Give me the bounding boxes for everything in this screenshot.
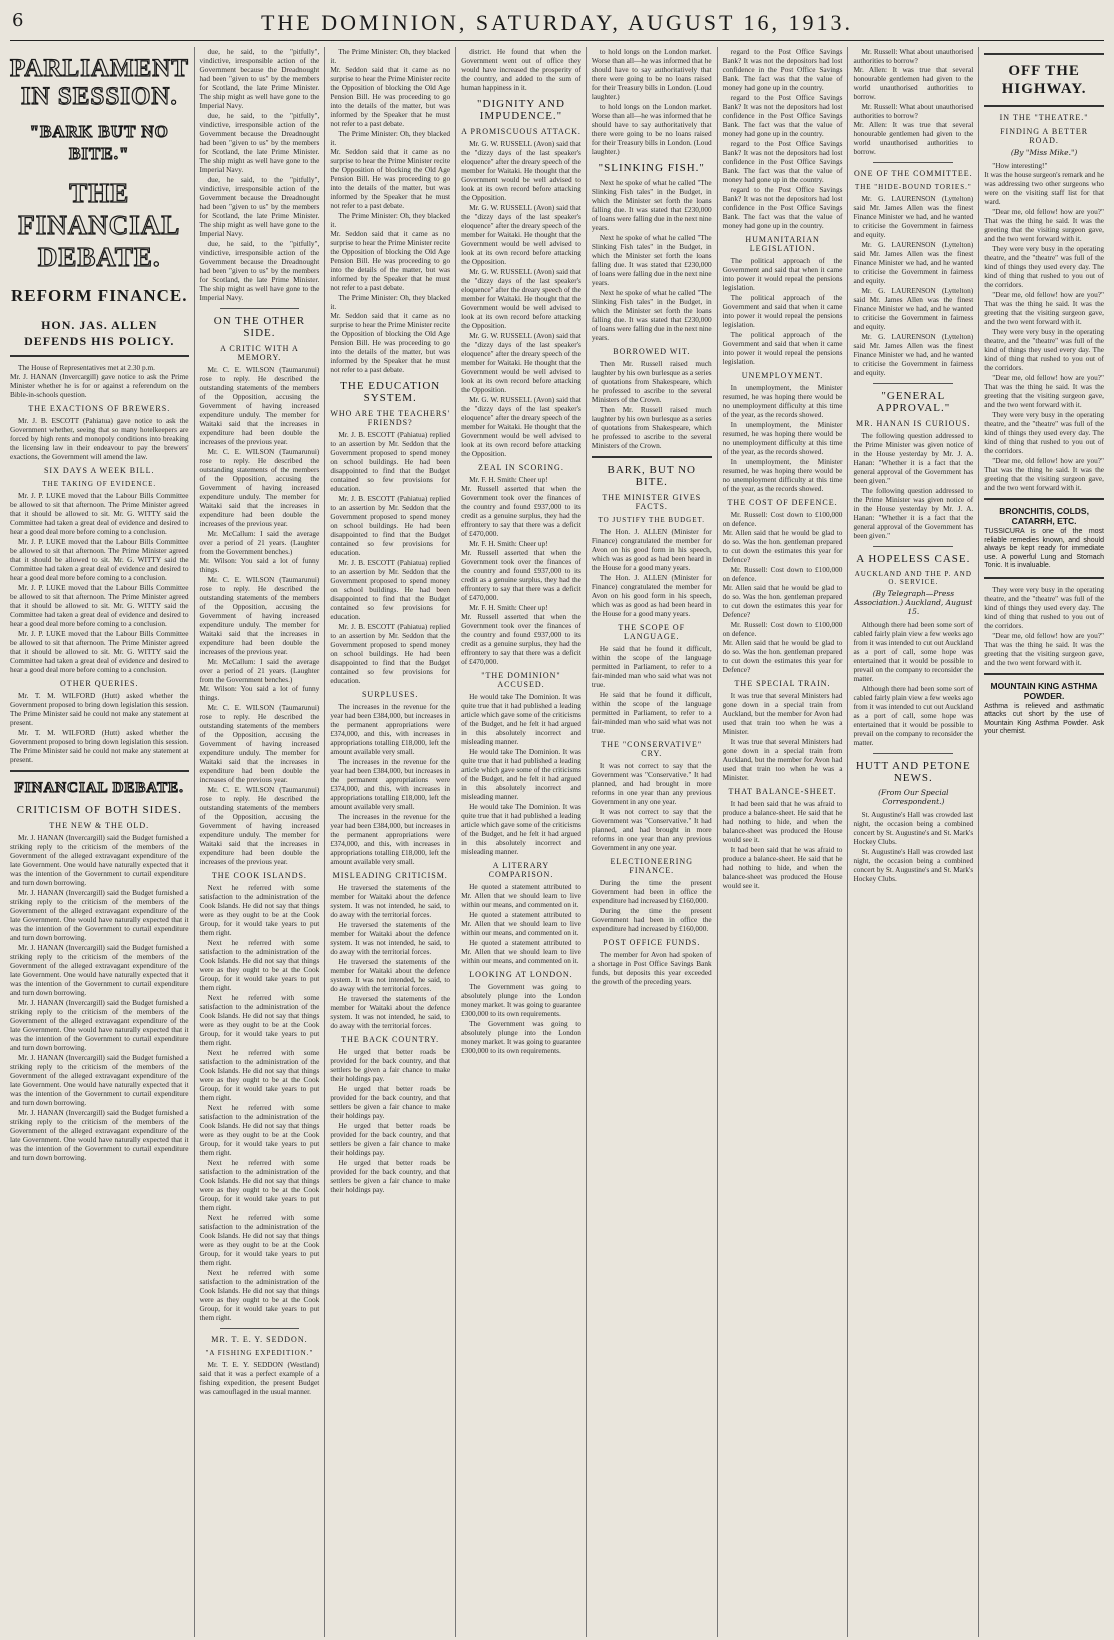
columns [10,47,1104,1637]
col4-section1: "DIGNITY AND IMPUDENCE." [477,98,565,122]
col8-text-b4: "Dear me, old fellow! how are you?" That was the thing he said. It was the greeting that the visiting surgeon gave, and the two went forward with it. [984,456,1104,492]
col2-text-d5: Next he referred with some satisfaction to the administration of the Cook Islands. He did not say that things were as they ought to be at the Cook Group, for it would take years to put them right. [199,1103,320,1157]
col7-text-c2: The following question addressed to the Prime Minister was given notice of in the House yesterday by Mr. J. A. Hanan: "Whether it is a fact that the general approval of the Government has been given." [853,486,974,540]
col6-section2: UNEMPLOYMENT. [741,371,824,380]
col1-section4-text-c: Mr. J. HANAN (Invercargill) said the Budget furnished a striking reply to the criticism of the members of the Government of the alleged extravagant expenditure of the late Government. One would have naturally expected that it was the intention of the Government to curtail expenditure and turn down borrowing. [10,943,189,997]
col3-text-c2: The increases in the revenue for the year had been £384,000, but increases in the permanent appropriations were £374,000, and this, with increases in appropriations totalling £18,000, left the amount available very small. [330,757,451,811]
col6-text-f2: It had been said that he was afraid to produce a balance-sheet. He said that he had nothing to hide, and when the balance-sheet was produced the House would see it. [722,845,843,890]
col3-text-b: Mr. J. B. ESCOTT (Pahiatua) replied to an assertion by Mr. Seddon that the Government proposed to spend money on school buildings. He had been disappointed to find that the Budget contained so few provisions for education. [330,430,451,493]
col6-text-c2: In unemployment, the Minister resumed, he was hoping there would be no unemployment difficulty at this time of the year, as the records showed. [722,420,843,456]
col2-section3: MR. T. E. Y. SEDDON. [211,1335,308,1344]
col5-text-f2: It was not correct to say that the Government was "Conservative." It had planned, and had brought in more reforms in one year than any previous Government in any one year. [591,807,712,852]
col7-text-b: Mr. G. LAURENSON (Lyttelton) said Mr. James Allen was the finest Finance Minister we had, and he wanted to criticise the Government in fairness and equity. [853,194,974,239]
col7-text-c: The following question addressed to the Prime Minister was given notice of in the House yesterday by Mr. J. A. Hanan: "Whether it is a fact that the general approval of the Government has been given." [853,431,974,485]
col6-text-a: regard to the Post Office Savings Bank? It was not the depositors had lost confidence in the Post Office Savings Bank. The fact was that the value of money had gone up in the country. [722,47,843,92]
col8-header-box [984,53,1104,107]
col5-section4: THE SCOPE OF LANGUAGE. [618,623,686,641]
col8-headline: OFF THE HIGHWAY. [1001,63,1087,97]
col3-text-d: He traversed the statements of the member for Waitaki about the defence system. It was not intended, he said, to do away with the territorial forces. [330,883,451,919]
col3-text-e: He urged that better roads be provided for the back country, and that settlers be given a fair chance to make their holdings pay. [330,1047,451,1083]
col8-text-b2: "Dear me, old fellow! how are you?" That was the thing he said. It was the greeting that the visiting surgeon gave, and the two went forward with it. [984,290,1104,326]
col4-section3: "THE DOMINION" ACCUSED. [481,671,561,689]
col2-text-a3: due, he said, to the "pitfully", vindictive, irresponsible action of the Government because the Dreadnought had been "given to us" by the members for Scotland, the late Prime Minister. The ship might as well have gone to the Imperial Navy. [199,175,320,238]
col6-text-c3: In unemployment, the Minister resumed, he was hoping there would be no unemployment difficulty at this time of the year, as the records showed. [722,457,843,493]
col2-text-e: Mr. T. E. Y. SEDDON (Westland) said that it was a perfect example of a fishing expedition, the present Budget was camouflaged in the usual manner. [199,1360,320,1396]
col7-text-a: Mr. Russell: What about unauthorised authorities to borrow? Mr. Allen: It was true that several honourable gentlemen had given to the world unauthorised authorities to borrow. [853,47,974,101]
col1-section2-text-c: Mr. J. P. LUKE moved that the Labour Bills Committee be allowed to sit that afternoon. The Prime Minister agreed that it should be allowed to sit. Mr. G. WITTY said the Committee had taken a great deal of evidence and desired to hear a good deal more before coming to a conclusion. [10,583,189,628]
col4-section4: A LITERARY COMPARISON. [488,861,554,879]
col4-text-e3: He quoted a statement attributed to Mr. Allen that we should learn to live within our means, and commented on it. [461,938,581,965]
col2-text-c2: Mr. McCallum: I said the average over a period of 21 years. (Laughter from the Government benches.) Mr. Wilson: You said a lot of funny things. [199,657,320,702]
col1-section3: OTHER QUERIES. [60,679,139,688]
headline-parliament: PARLIAMENT IN SESSION. [10,55,189,110]
col3-text-c: The increases in the revenue for the year had been £384,000, but increases in the permanent appropriations were £374,000, and this, with increases in appropriations totalling £18,000, left the amount available very small. [330,702,451,756]
col3-section3: MISLEADING CRITICISM. [332,871,448,880]
col3-text-e4: He urged that better roads be provided for the back country, and that settlers be given a fair chance to make their holdings pay. [330,1158,451,1194]
col4-text-a: district. He found that when the Government went out of office they would have increased the prosperity of the country, and added to the sum of human happiness in it. [461,47,581,92]
col5-text-g2: During the time the present Government had been in office the expenditure had increased by £160,000. [591,906,712,933]
col1-section3-text-b: Mr. T. M. WILFORD (Hutt) asked whether the Government proposed to bring down legislation this session. The Prime Minister said he could not make any statement at present. [10,728,189,764]
col8-ad2-head: MOUNTAIN KING ASTHMA POWDER. [990,680,1098,701]
col4-section2: ZEAL IN SCORING. [478,463,564,472]
col7-text-b2: Mr. G. LAURENSON (Lyttelton) said Mr. James Allen was the finest Finance Minister we had, and he wanted to criticise the Government in fairness and equity. [853,240,974,285]
col8-ad1-head: BRONCHITIS, COLDS, CATARRH, ETC. [999,506,1089,526]
col4-text-d: He would take The Dominion. It was quite true that it had published a leading article which gave some of the criticisms of the Budget, and he felt it had argued in this absolutely incorrect and misleading manner. [461,692,581,746]
col1-section4-text: Mr. J. HANAN (Invercargill) said the Budget furnished a striking reply to the criticism of the members of the Government of the alleged extravagant expenditure of the late Government. One would have naturally expected that it was the intention of the Government to curtail expenditure and turn down borrowing. [10,833,189,887]
col6-text-f: It had been said that he was afraid to produce a balance-sheet. He said that he had nothing to hide, and when the balance-sheet was produced the House would see it. [722,799,843,844]
col5-section6: ELECTIONEERING FINANCE. [610,857,693,875]
col7-text-d2: Although there had been some sort of cabled fairly plain view a few weeks ago from it was intended to cut out Auckland as a port of call, some hope was entertained that it would be possible to prevail on the company to reconsider the matter. [853,684,974,747]
col6-section1: HUMANITARIAN LEGISLATION. [745,235,820,253]
col5-text-f: It was not correct to say that the Government was "Conservative." It had planned, and had brought in more reforms in one year than any previous Government in any one year. [591,761,712,806]
col7-section3-byline: (By Telegraph—Press Association.) Auckland, August 15. [854,589,973,616]
col5-text-b2: Next he spoke of what he called "The Slinking Fish tales" in the Budget, in which the Minister set forth the loans falling due. It was stated that £230,000 of loans were falling due in the next nine years. [591,233,712,287]
col3-text-d4: He traversed the statements of the member for Waitaki about the defence system. It was not intended, he said, to do away with the territorial forces. [330,994,451,1030]
col3-section4: THE BACK COUNTRY. [341,1035,440,1044]
col4-text-c: Mr. F. H. Smith: Cheer up! Mr. Russell asserted that when the Government took over the finances of the country and found £937,000 to its credit as a genuine surplus, they had the effrontery to say that there was a deficit of £470,000. [461,475,581,538]
col1-section2: SIX DAYS A WEEK BILL. [43,466,155,475]
col8-text-b5: "Dear me, old fellow! how are you?" That was the thing he said. It was the greeting that the visiting surgeon gave, and the two went forward with it. [984,630,1104,667]
col1-section4-text-b: Mr. J. HANAN (Invercargill) said the Budget furnished a striking reply to the criticism of the members of the Government of the alleged extravagant expenditure of the late Government. One would have naturally expected that it was the intention of the Government to curtail expenditure and turn down borrowing. [10,888,189,942]
col2-section2: THE COOK ISLANDS. [211,871,307,880]
col7-text-b3: Mr. G. LAURENSON (Lyttelton) said Mr. James Allen was the finest Finance Minister we had, and he wanted to criticise the Government in fairness and equity. [853,286,974,331]
col4-text-e2: He quoted a statement attributed to Mr. Allen that we should learn to live within our means, and commented on it. [461,910,581,937]
col4-text-d3: He would take The Dominion. It was quite true that it had published a leading article which gave some of the criticisms of the Budget, and he felt it had argued in this absolutely incorrect and misleading manner. [461,802,581,856]
col2-text-d: Next he referred with some satisfaction to the administration of the Cook Islands. He did not say that things were as they ought to be at the Cook Group, for it would take years to put them right. [199,883,320,937]
col7-text-e2: St. Augustine's Hall was crowded last night, the occasion being a combined concert by St. Augustine's and St. Mark's Hockey Clubs. [853,847,974,883]
col3-text-e3: He urged that better roads be provided for the back country, and that settlers be given a fair chance to make their holdings pay. [330,1121,451,1157]
headline-reform-finance: REFORM FINANCE. [11,286,188,305]
col1-section1-text: Mr. J. B. ESCOTT (Pahiatua) gave notice to ask the Government whether, seeing that so many hotelkeepers are forced by high rents and monopoly conditions into breaking the licensing law in their endeavour to pay the brewers' exactions, the Government will amend the law. [10,416,189,461]
col2-text-b4: Mr. C. E. WILSON (Taumarunui) rose to reply. He described the outstanding statements of the members of the Opposition, accusing the Government of having increased expenditure unduly. The member for Waitaki said that the increases in expenditure had been double the increases of the previous year. [199,703,320,784]
col6-text-e: It was true that several Ministers had gone down in a special train from Auckland, but the member for Avon had used that train too when he was a Minister. [722,691,843,736]
col7-section4-byline: (From Our Special Correspondent.) [878,788,949,806]
col1-section2-text-b: Mr. J. P. LUKE moved that the Labour Bills Committee be allowed to sit that afternoon. The Prime Minister agreed that it should be allowed to sit. Mr. G. WITTY said the Committee had taken a great deal of evidence and desired to hear a good deal more before coming to a conclusion. [10,537,189,582]
col4-text-b5: Mr. G. W. RUSSELL (Avon) said that the "dizzy days of the last speaker's eloquence" after the dreary speech of the member for Waitaki. He thought that the Government would be well advised to look at its own record before attacking the Opposition. [461,395,581,458]
col3-text-b2: Mr. J. B. ESCOTT (Pahiatua) replied to an assertion by Mr. Seddon that the Government proposed to spend money on school buildings. He had been disappointed to find that the Budget contained so few provisions for education. [330,494,451,557]
col3-section1: THE EDUCATION SYSTEM. [340,380,441,404]
page-number: 6 [12,10,24,31]
col6-text-a4: regard to the Post Office Savings Bank? It was not the depositors had lost confidence in the Post Office Savings Bank. The fact was that the value of money had gone up in the country. [722,185,843,230]
col3-section1-sub: WHO ARE THE TEACHERS' FRIENDS? [330,409,451,427]
col2-text-b3: Mr. C. E. WILSON (Taumarunui) rose to reply. He described the outstanding statements of the members of the Opposition, accusing the Government of having increased expenditure unduly. The member for Waitaki said that the increases in expenditure had been double the increases of the previous year. [199,575,320,656]
col7-section1-sub: THE "HIDE-BOUND TORIES." [854,183,972,191]
col5-text-g: During the time the present Government had been in office the expenditure had increased by £160,000. [591,878,712,905]
col5-text-e2: He said that he found it difficult, within the scope of the language permitted in Parliament, to refer to a fair-minded man who said what was not true. [591,690,712,735]
col6-text-d3: Mr. Russell: Cost down to £100,000 on defence. Mr. Allen said that he would be glad to do so. Was the hon. gentleman prepared to cut down the estimates this year for Defence? [722,620,843,674]
col4-text-b2: Mr. G. W. RUSSELL (Avon) said that the "dizzy days of the last speaker's eloquence" after the dreary speech of the member for Waitaki. He thought that the Government would be well advised to look at its own record before attacking the Opposition. [461,203,581,266]
col1-section2-title: THE TAKING OF EVIDENCE. [42,480,157,488]
col4-text-e: He quoted a statement attributed to Mr. Allen that we should learn to live within our means, and commented on it. [461,882,581,909]
column-7 [847,47,978,1637]
col2-text-d6: Next he referred with some satisfaction to the administration of the Cook Islands. He did not say that things were as they ought to be at the Cook Group, for it would take years to put them right. [199,1158,320,1212]
col3-section2: SURPLUSES. [361,690,419,699]
col3-text-a: The Prime Minister: Oh, they blacked it. Mr. Seddon said that it came as no surprise to hear the Prime Minister recite the Opposition of blocking the Old Age Pension Bill. He was proceeding to go into the details of the matter, but was informed by the Speaker that he must not refer to a past debate. [330,47,451,128]
col5-text-e: He said that he found it difficult, within the scope of the language permitted in Parliament, to refer to a fair-minded man who said what was not true. [591,644,712,689]
column-4 [455,47,586,1637]
newspaper-title: THE DOMINION, SATURDAY, AUGUST 16, 1913. [260,10,854,35]
col7-text-a2: Mr. Russell: What about unauthorised authorities to borrow? Mr. Allen: It was true that several honourable gentlemen had given to the world unauthorised authorities to borrow. [853,102,974,156]
col4-text-b3: Mr. G. W. RUSSELL (Avon) said that the "dizzy days of the last speaker's eloquence" after the dreary speech of the member for Waitaki. He thought that the Government would be well advised to look at its own record before attacking the Opposition. [461,267,581,330]
col6-text-b3: The political approach of the Government and said that when it came into power it would repeal the pensions legislation. [722,330,843,366]
col5-text-b3: Next he spoke of what he called "The Slinking Fish tales" in the Budget, in which the Minister set forth the loans falling due. It was stated that £230,000 of loans were falling due in the next nine years. [591,288,712,342]
col1-section2-text-d: Mr. J. P. LUKE moved that the Labour Bills Committee be allowed to sit that afternoon. The Prime Minister agreed that it should be allowed to sit. Mr. G. WITTY said the Committee had taken a great deal of evidence and desired to hear a good deal more before coming to a conclusion. [10,629,189,674]
col6-text-d2: Mr. Russell: Cost down to £100,000 on defence. Mr. Allen said that he would be glad to do so. Was the hon. gentleman prepared to cut down the estimates this year for Defence? [722,565,843,619]
col2-text-c: Mr. McCallum: I said the average over a period of 21 years. (Laughter from the Government benches.) Mr. Wilson: You said a lot of funny things. [199,529,320,574]
col5-text-b: Next he spoke of what he called "The Slinking Fish tales" in the Budget, in which the Minister set forth the loans falling due. It was stated that £230,000 of loans were falling due in the next nine years. [591,178,712,232]
column-2 [194,47,325,1637]
col5-section3-sub2: TO JUSTIFY THE BUDGET. [598,516,706,524]
col7-section1: ONE OF THE COMMITTEE. [854,169,973,178]
col6-text-e2: It was true that several Ministers had gone down in a special train from Auckland, but the member for Avon had used that train too when he was a Minister. [722,737,843,782]
col4-section5: LOOKING AT LONDON. [469,970,573,979]
column-6 [717,47,848,1637]
col3-text-e2: He urged that better roads be provided for the back country, and that settlers be given a fair chance to make their holdings pay. [330,1084,451,1120]
col5-text-c: Then Mr. Russell raised much laughter by his own burlesque as a series of quotations from Shakespeare, which he professed to ascribe to the several Ministers of the Crown. [591,359,712,404]
col3-text-d3: He traversed the statements of the member for Waitaki about the defence system. It was not intended, he said, to do away with the territorial forces. [330,957,451,993]
col6-text-d: Mr. Russell: Cost down to £100,000 on defence. Mr. Allen said that he would be glad to do so. Was the hon. gentleman prepared to cut down the estimates this year for Defence? [722,510,843,564]
col8-byline: (By "Miss Mike.") [1010,148,1078,157]
col5-text-d: The Hon. J. ALLEN (Minister for Finance) congratulated the member for Avon on his good form in his speech, which was as good as had been heard in the House for a good many years. [591,527,712,572]
col4-text-d2: He would take The Dominion. It was quite true that it had published a leading article which gave some of the criticisms of the Budget, and he felt it had argued in this absolutely incorrect and misleading manner. [461,747,581,801]
col4-text-f2: The Government was going to absolutely plunge into the London money market. It was going to guarantee £300,000 to its own requirements. [461,1019,581,1055]
headline-new-old: THE NEW & THE OLD. [49,821,150,830]
headline-financial-debate: THE FINANCIAL DEBATE. [18,178,181,272]
col1-section4-text-f: Mr. J. HANAN (Invercargill) said the Budget furnished a striking reply to the criticism of the members of the Government of the alleged extravagant expenditure of the late Government. One would have naturally expected that it was the intention of the Government to curtail expenditure and turn down borrowing. [10,1108,189,1162]
col5-text-a: to hold longs on the London market. Worse than all—he was informed that he should have to say authoritatively that there were going to be no loans raised for their Treasury bills in London. (Loud laughter.) [591,47,712,101]
col3-text-a4: The Prime Minister: Oh, they blacked it. Mr. Seddon said that it came as no surprise to hear the Prime Minister recite the Opposition of blocking the Old Age Pension Bill. He was proceeding to go into the details of the matter, but was informed by the Speaker that he must not refer to a past debate. [330,293,451,374]
col3-text-b4: Mr. J. B. ESCOTT (Pahiatua) replied to an assertion by Mr. Seddon that the Government proposed to spend money on school buildings. He had been disappointed to find that the Budget contained so few provisions for education. [330,622,451,685]
col4-text-f: The Government was going to absolutely plunge into the London money market. It was going to guarantee £300,000 to its own requirements. [461,982,581,1018]
col3-text-d2: He traversed the statements of the member for Waitaki about the defence system. It was not intended, he said, to do away with the territorial forces. [330,920,451,956]
col6-text-a3: regard to the Post Office Savings Bank? It was not the depositors had lost confidence in the Post Office Savings Bank. The fact was that the value of money had gone up in the country. [722,139,843,184]
col2-text-d3: Next he referred with some satisfaction to the administration of the Cook Islands. He did not say that things were as they ought to be at the Cook Group, for it would take years to put them right. [199,993,320,1047]
col7-text-e: St. Augustine's Hall was crowded last night, the occasion being a combined concert by St. Augustine's and St. Mark's Hockey Clubs. [853,810,974,846]
col2-text-d8: Next he referred with some satisfaction to the administration of the Cook Islands. He did not say that things were as they ought to be at the Cook Group, for it would take years to put them right. [199,1268,320,1322]
col7-text-d: Although there had been some sort of cabled fairly plain view a few weeks ago from it was intended to cut out Auckland as a port of call, some hope was entertained that it would be possible to prevail on the company to reconsider the matter. [853,620,974,683]
col5-text-h: The member for Avon had spoken of a shortage in Post Office Savings Bank funds, but deposits this year exceeded the growth of the preceding years. [591,950,712,986]
col8-ad2-text: Asthma is relieved and asthmatic attacks cut short by the use of Mountain King Asthma Powder. Ask your chemist. [984,702,1104,735]
col5-section2: BORROWED WIT. [613,347,691,356]
col2-text-b2: Mr. C. E. WILSON (Taumarunui) rose to reply. He described the outstanding statements of the members of the Opposition, accusing the Government of having increased expenditure unduly. The member for Waitaki said that the increases in expenditure had been double the increases of the previous year. [199,447,320,528]
col8-text-c4: They were very busy in the operating theatre, and the "theatre" was full of the kind of things they used every day. The kind of thing that rushed to you out of the corridors. [984,584,1104,630]
col8-ad1-text: TUSSICURA is one of the most reliable remedies known, and should always be kept ready for immediate use. A powerful Lung and Stomach Tonic. It is invaluable. [984,528,1104,569]
col6-section3: THE COST OF DEFENCE. [727,498,838,507]
col7-section2-sub: MR. HANAN IS CURIOUS. [856,419,971,428]
col8-text-c2: They were very busy in the operating theatre, and the "theatre" was full of the kind of things they used every day. The kind of thing that rushed to you out of the corridors. [984,327,1104,372]
col5-text-c2: Then Mr. Russell raised much laughter by his own burlesque as a series of quotations from Shakespeare, which he professed to ascribe to the several Ministers of the Crown. [591,405,712,450]
col1-section4-text-e: Mr. J. HANAN (Invercargill) said the Budget furnished a striking reply to the criticism of the members of the Government of the alleged extravagant expenditure of the late Government. One would have naturally expected that it was the intention of the Government to curtail expenditure and turn down borrowing. [10,1053,189,1107]
headline-bark: "BARK BUT NO BITE." [29,122,169,163]
column-8 [978,47,1104,1637]
col2-text-a4: due, he said, to the "pitfully", vindictive, irresponsible action of the Government because the Dreadnought had been "given to us" by the members for Scotland, the late Prime Minister. The ship might as well have gone to the Imperial Navy. [199,239,320,302]
col8-text-c3: They were very busy in the operating theatre, and the "theatre" was full of the kind of things they used every day. The kind of thing that rushed to you out of the corridors. [984,410,1104,455]
col6-section4: THE SPECIAL TRAIN. [734,679,831,688]
col6-text-b2: The political approach of the Government and said that when it came into power it would repeal the pensions legislation. [722,293,843,329]
column-3 [324,47,455,1637]
col1-intro: The House of Representatives met at 2.30 p.m. Mr. J. HANAN (Invercargill) gave notice to ask the Prime Minister whether he is for or against a referendum on the Bible-in-schools question. [10,363,189,399]
col8-sub-headline2: FINDING A BETTER ROAD. [1000,127,1089,145]
col5-text-a2: to hold longs on the London market. Worse than all—he was informed that he should have to say authoritatively that there were going to be no loans raised for their Treasury bills in London. (Loud laughter.) [591,102,712,156]
col4-text-b: Mr. G. W. RUSSELL (Avon) said that the "dizzy days of the last speaker's eloquence" after the dreary speech of the member for Waitaki. He thought that the Government would be well advised to look at its own record before attacking the Opposition. [461,139,581,202]
headline-financial-debate-2: FINANCIAL DEBATE. [14,780,184,796]
col8-sub-headline: IN THE "THEATRE." [999,113,1089,122]
headline-allen-defends: HON. JAS. ALLEN DEFENDS HIS POLICY. [24,318,175,348]
col3-text-b3: Mr. J. B. ESCOTT (Pahiatua) replied to an assertion by Mr. Seddon that the Government proposed to spend money on school buildings. He had been disappointed to find that the Budget contained so few provisions for education. [330,558,451,621]
col4-text-c3: Mr. F. H. Smith: Cheer up! Mr. Russell asserted that when the Government took over the finances of the country and found £937,000 to its credit as a genuine surplus, they had the effrontery to say that there was a deficit of £470,000. [461,603,581,666]
col5-section7: POST OFFICE FUNDS. [603,938,701,947]
col3-text-a2: The Prime Minister: Oh, they blacked it. Mr. Seddon said that it came as no surprise to hear the Prime Minister recite the Opposition of blocking the Old Age Pension Bill. He was proceeding to go into the details of the matter, but was informed by the Speaker that he must not refer to a past debate. [330,129,451,210]
col8-text-c: They were very busy in the operating theatre, and the "theatre" was full of the kind of things they used every day. The kind of thing that rushed to you out of the corridors. [984,244,1104,289]
col1-section4-text-d: Mr. J. HANAN (Invercargill) said the Budget furnished a striking reply to the criticism of the members of the Government of the alleged extravagant expenditure of the late Government. One would have naturally expected that it was the intention of the Government to curtail expenditure and turn down borrowing. [10,998,189,1052]
column-1 [10,47,194,1637]
col8-text-a: "How interesting!" It was the house surgeon's remark and he was addressing two other surgeons who were on the visiting staff list for that ward. [984,161,1104,206]
col2-section1: ON THE OTHER SIDE. [213,315,306,339]
col3-text-a3: The Prime Minister: Oh, they blacked it. Mr. Seddon said that it came as no surprise to hear the Prime Minister recite the Opposition of blocking the Old Age Pension Bill. He was proceeding to go into the details of the matter, but was informed by the Speaker that he must not refer to a past debate. [330,211,451,292]
col2-section1-sub: A CRITIC WITH A MEMORY. [220,344,299,362]
col7-section3-sub: AUCKLAND AND THE P. AND O. SERVICE. [854,570,972,586]
col1-section2-text: Mr. J. P. LUKE moved that the Labour Bills Committee be allowed to sit that afternoon. The Prime Minister agreed that it should be allowed to sit. Mr. G. WITTY said the Committee had taken a great deal of evidence and desired to hear a good deal more before coming to a conclusion. [10,491,189,536]
col2-text-d2: Next he referred with some satisfaction to the administration of the Cook Islands. He did not say that things were as they ought to be at the Cook Group, for it would take years to put them right. [199,938,320,992]
col2-text-a2: due, he said, to the "pitfully", vindictive, irresponsible action of the Government because the Dreadnought had been "given to us" by the members for Scotland, the late Prime Minister. The ship might as well have gone to the Imperial Navy. [199,111,320,174]
col5-section1: "SLINKING FISH." [598,162,705,174]
col6-text-a2: regard to the Post Office Savings Bank? It was not the depositors had lost confidence in the Post Office Savings Bank. The fact was that the value of money had gone up in the country. [722,93,843,138]
col4-text-b4: Mr. G. W. RUSSELL (Avon) said that the "dizzy days of the last speaker's eloquence" after the dreary speech of the member for Waitaki. He thought that the Government would be well advised to look at its own record before attacking the Opposition. [461,331,581,394]
column-5 [586,47,717,1637]
col1-section3-text: Mr. T. M. WILFORD (Hutt) asked whether the Government proposed to bring down legislation this session. The Prime Minister said he could not make any statement at present. [10,691,189,727]
col2-text-a: due, he said, to the "pitfully", vindictive, irresponsible action of the Government because the Dreadnought had been "given to us" by the members for Scotland, the late Prime Minister. The ship might as well have gone to the Imperial Navy. [199,47,320,110]
col6-text-b: The political approach of the Government and said that when it came into power it would repeal the pensions legislation. [722,256,843,292]
col6-section5: THAT BALANCE-SHEET. [728,787,837,796]
col2-text-d4: Next he referred with some satisfaction to the administration of the Cook Islands. He did not say that things were as they ought to be at the Cook Group, for it would take years to put them right. [199,1048,320,1102]
col5-text-d2: The Hon. J. ALLEN (Minister for Finance) congratulated the member for Avon on his good form in his speech, which was as good as had been heard in the House for a good many years. [591,573,712,618]
col7-section4: HUTT AND PETONE NEWS. [855,760,971,784]
col2-text-d7: Next he referred with some satisfaction to the administration of the Cook Islands. He did not say that things were as they ought to be at the Cook Group, for it would take years to put them right. [199,1213,320,1267]
col8-text-b3: "Dear me, old fellow! how are you?" That was the thing he said. It was the greeting that the visiting surgeon gave, and the two went forward with it. [984,373,1104,409]
masthead [10,6,1104,41]
col3-text-c3: The increases in the revenue for the year had been £384,000, but increases in the permanent appropriations were £374,000, and this, with increases in appropriations totalling £18,000, left the amount available very small. [330,812,451,866]
col2-text-b5: Mr. C. E. WILSON (Taumarunui) rose to reply. He described the outstanding statements of the members of the Opposition, accusing the Government of having increased expenditure unduly. The member for Waitaki said that the increases in expenditure had been double the increases of the previous year. [199,785,320,866]
col5-section5: THE "CONSERVATIVE" CRY. [601,740,703,758]
col7-section2: "GENERAL APPROVAL." [876,390,951,414]
col2-text-b: Mr. C. E. WILSON (Taumarunui) rose to reply. He described the outstanding statements of the members of the Opposition, accusing the Government of having increased expenditure unduly. The member for Waitaki said that the increases in expenditure had been double the increases of the previous year. [199,365,320,446]
col5-section3-sub: THE MINISTER GIVES FACTS. [602,493,702,511]
col7-text-b4: Mr. G. LAURENSON (Lyttelton) said Mr. James Allen was the finest Finance Minister we had, and he wanted to criticise the Government in fairness and equity. [853,332,974,377]
col8-text-b: "Dear me, old fellow! how are you?" That was the thing he said. It was the greeting that the visiting surgeon gave, and the two went forward with it. [984,207,1104,243]
col5-section3: BARK, BUT NO BITE. [607,464,697,488]
col2-section3-sub: "A FISHING EXPEDITION." [205,1349,314,1357]
col1-section1: THE EXACTIONS OF BREWERS. [28,404,171,413]
col6-text-c: In unemployment, the Minister resumed, he was hoping there would be no unemployment difficulty at this time of the year, as the records showed. [722,383,843,419]
headline-criticism: CRITICISM OF BOTH SIDES. [16,804,182,816]
col7-section3: A HOPELESS CASE. [856,553,971,565]
col4-text-c2: Mr. F. H. Smith: Cheer up! Mr. Russell asserted that when the Government took over the finances of the country and found £937,000 to its credit as a genuine surplus, they had the effrontery to say that there was a deficit of £470,000. [461,539,581,602]
col4-section1-sub: A PROMISCUOUS ATTACK. [461,127,581,136]
